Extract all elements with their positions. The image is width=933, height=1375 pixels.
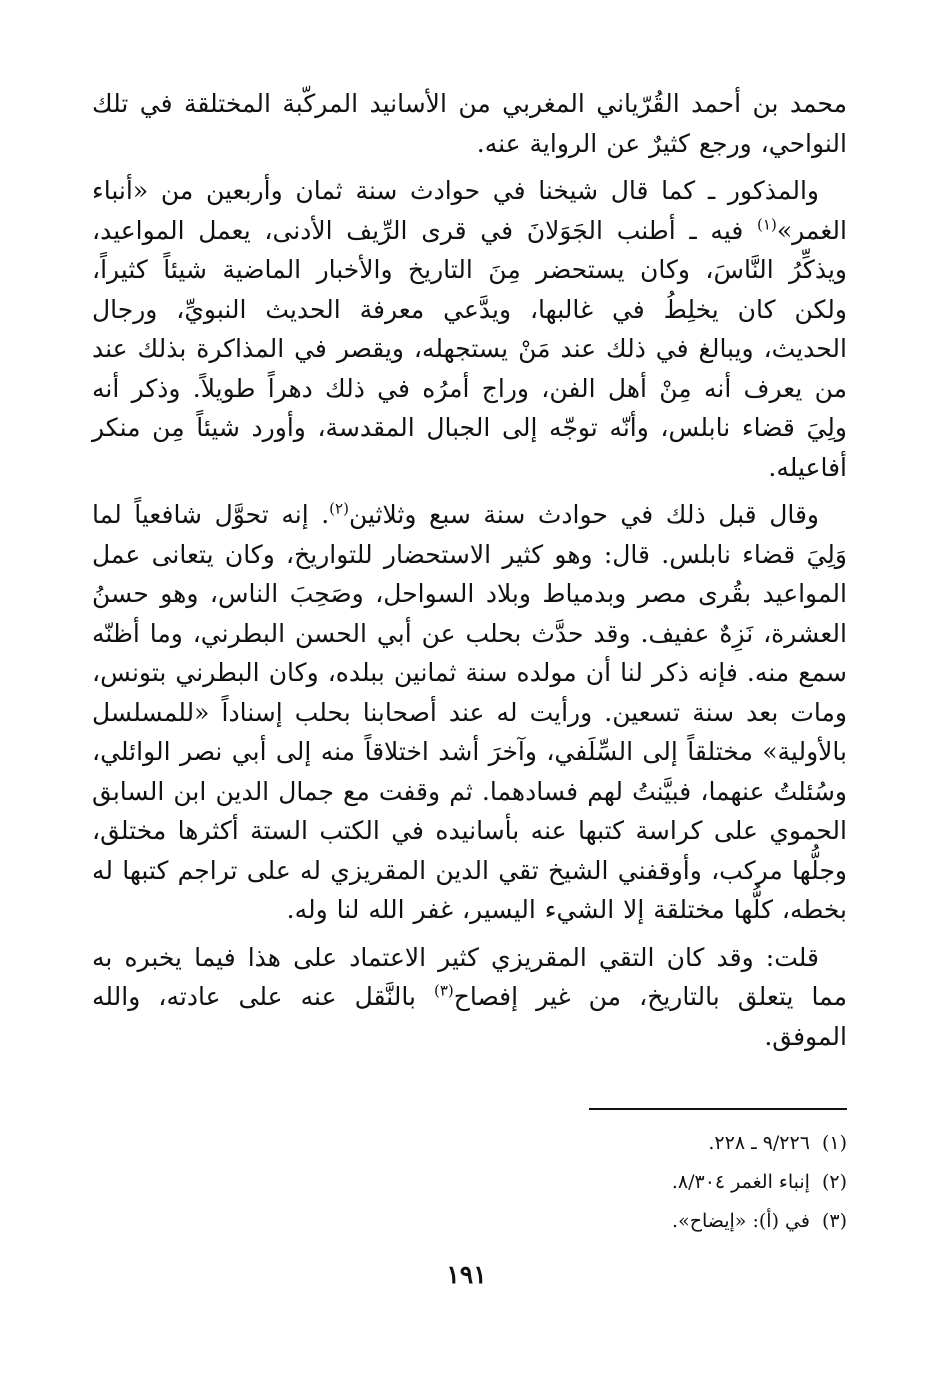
footnote-1-text: ٩/٢٢٦ ـ ٢٢٨. [708,1132,810,1154]
paragraph-3-text-a: وقال قبل ذلك في حوادث سنة سبع وثلاثين [348,500,819,529]
paragraph-4 [92,938,847,1057]
footnote-2-number: (٢) [821,1171,847,1193]
footnote-ref-3[interactable]: (٣) [433,981,454,1000]
paragraph-3 [92,495,847,930]
footnote-2 [92,1163,847,1202]
page-number: ١٩١ [446,1260,487,1289]
paragraph-3-text-b: . إنه تحوَّل شافعياً لما وَلِيَ قضاء نابلس. قال: وهو كثير الاستحضار للتواريخ، وكان يتعانى عمل المواعيد بقُرى مصر وبدمياط وبلاد السواحل، وصَحِبَ الناس، وهو حسنُ العشرة، نَزِهٌ عفيف. وقد حدَّث بحلب عن أبي الحسن البطرني، وما أظنّه سمع منه. فإنه ذكر لنا أن مولده سنة ثمانين ببلده، وكان البطرني بتونس، ومات بعد سنة تسعين. ورأيت له عند أصحابنا بحلب إسناداً «للمسلسل بالأولية» مختلقاً إلى السِّلَفي، وآخرَ أشد اختلاقاً منه إلى أبي نصر الوائلي، وسُئلتُ عنهما، فبيَّنتُ لهم فسادهما. ثم وقفت مع جمال الدين ابن السابق الحموي على كراسة كتبها عنه بأسانيده في الكتب الستة أكثرها مختلق، وجلُّها مركب، وأوقفني الشيخ تقي الدين المقريزي له على تراجم كتبها له بخطه، كلُّها مختلقة إلا الشيء اليسير، غفر الله لنا وله. [92,500,847,924]
footnote-ref-1[interactable]: (١) [757,215,777,234]
footnote-3-text: في (أ): «إيضاح». [672,1210,810,1232]
footnote-3 [92,1202,847,1241]
footnote-separator [589,1108,847,1110]
paragraph-2-text-a: والمذكور ـ كما قال شيخنا في حوادث سنة ثمان وأربعين من «أنباء الغمر» [92,176,847,245]
paragraph-2 [92,171,847,487]
paragraph-2-text-b: فيه ـ أطنب الجَوَلانَ في قرى الرِّيف الأدنى، يعمل المواعيد، ويذكِّرُ النَّاسَ، وكان يستحضر مِنَ التاريخ والأخبار الماضية شيئاً كثيراً، ولكن كان يخلِطُ في غالبها، ويدَّعي معرفة الحديث النبويِّ، ورجال الحديث، ويبالغ في ذلك عند مَنْ يستجهله، ويقصر في المذاكرة بذلك عند من يعرف أنه مِنْ أهل الفن، وراج أمرُه في ذلك دهراً طويلاً. وذكر أنه ولِيَ قضاء نابلس، وأنّه توجّه إلى الجبال المقدسة، وأورد شيئاً مِن منكر أفاعيله. [92,215,847,482]
footnote-1 [92,1124,847,1163]
footnote-2-text: إنباء الغمر ٨/٣٠٤. [671,1171,810,1193]
paragraph-1 [92,84,847,163]
paragraph-4-text-b: بالنَّقل عنه على عادته، والله الموفق. [92,982,847,1051]
footnote-3-number: (٣) [821,1210,847,1232]
footnotes [92,1124,847,1241]
footnote-ref-2[interactable]: (٢) [329,499,349,518]
page-body [92,84,847,1064]
paragraph-4-text-a: قلت: وقد كان التقي المقريزي كثير الاعتماد على هذا فيما يخبره به مما يتعلق بالتاريخ، من غير إفصاح [92,942,847,1011]
paragraph-1-text: محمد بن أحمد القُرّياني المغربي من الأسانيد المركّبة المختلقة في تلك النواحي، ورجع كثيرٌ عن الرواية عنه. [92,89,847,158]
footnote-1-number: (١) [821,1132,847,1154]
